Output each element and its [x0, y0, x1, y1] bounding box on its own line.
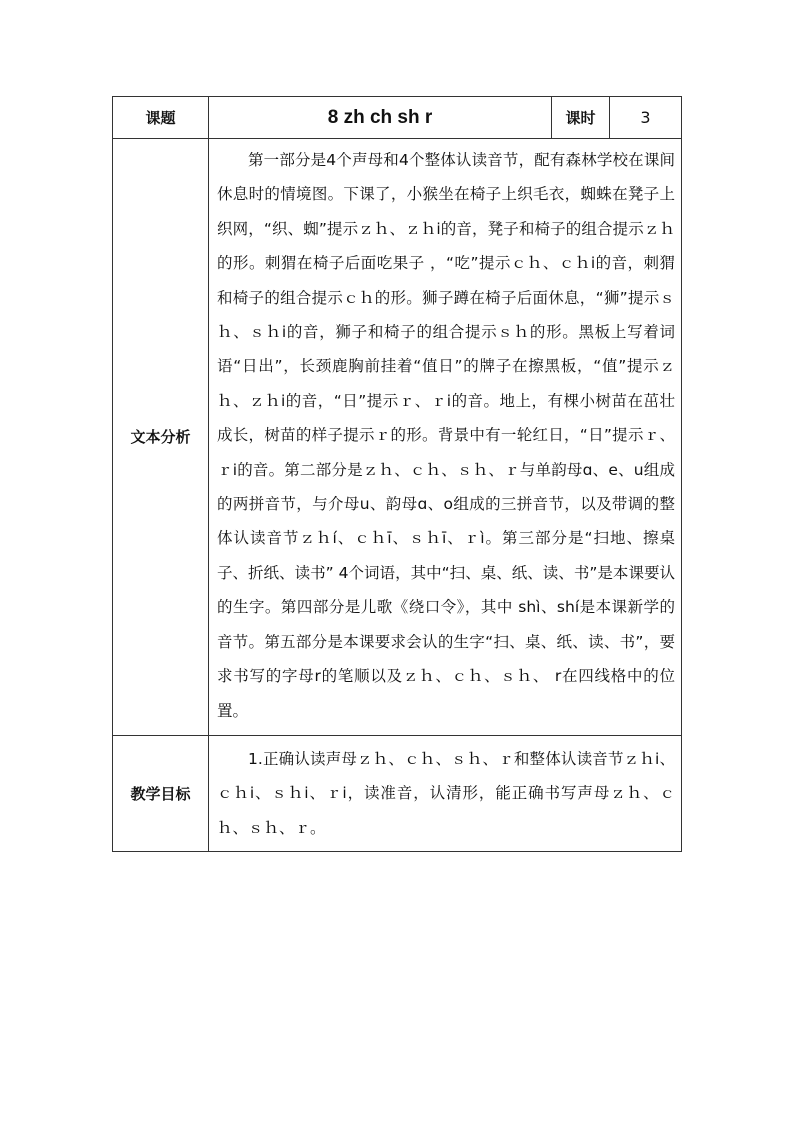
lesson-plan-table — [112, 96, 682, 852]
goals-row — [113, 735, 682, 851]
period-value: 3 — [610, 97, 682, 139]
header-row — [113, 97, 682, 139]
goals-text: 1.正确认读声母ｚｈ、ｃｈ、ｓｈ、ｒ和整体认读音节ｚｈi、ｃｈi、ｓｈi、ｒi，读准音，认清形，能正确书写声母ｚｈ、ｃｈ、ｓｈ、ｒ。 — [209, 735, 682, 851]
analysis-label: 文本分析 — [113, 139, 209, 736]
topic-label: 课题 — [113, 97, 209, 139]
analysis-row — [113, 139, 682, 736]
analysis-text: 第一部分是4个声母和4个整体认读音节，配有森林学校在课间休息时的情境图。下课了，小猴坐在椅子上织毛衣，蜘蛛在凳子上织网，“织、蜘”提示ｚｈ、ｚｈi的音，凳子和椅子的组合提示ｚｈ的形。刺猬在椅子后面吃果子 ，“吃”提示ｃｈ、ｃｈi的音，刺猬和椅子的组合提示ｃｈ的形。狮子蹲在椅子后面休息，“狮”提示ｓｈ、ｓｈi的音，狮子和椅子的组合提示ｓｈ的形。黑板上写着词语“日出”，长颈鹿胸前挂着“值日”的牌子在擦黑板，“值”提示ｚｈ、ｚｈi的音，“日”提示ｒ、ｒi的音。地上，有棵小树苗在茁壮成长，树苗的样子提示ｒ的形。背景中有一轮红日，“日”提示ｒ、ｒi的音。第二部分是ｚｈ、ｃｈ、ｓｈ、ｒ与单韵母ɑ、e、u组成的两拼音节，与介母u、韵母ɑ、o组成的三拼音节，以及带调的整体认读音节ｚｈí、ｃｈī、ｓｈī、ｒì。第三部分是“扫地、擦桌子、折纸、读书” 4个词语，其中“扫、桌、纸、读、书”是本课要认的生字。第四部分是儿歌《绕口令》，其中 shì、shí是本课新学的音节。第五部分是本课要求会认的生字“扫、桌、纸、读、书”，要求书写的字母r的笔顺以及ｚｈ、ｃｈ、ｓｈ、 r在四线格中的位置。 — [209, 139, 682, 736]
period-label: 课时 — [552, 97, 610, 139]
lesson-title: 8 zh ch sh r — [209, 97, 552, 139]
goals-label: 教学目标 — [113, 735, 209, 851]
